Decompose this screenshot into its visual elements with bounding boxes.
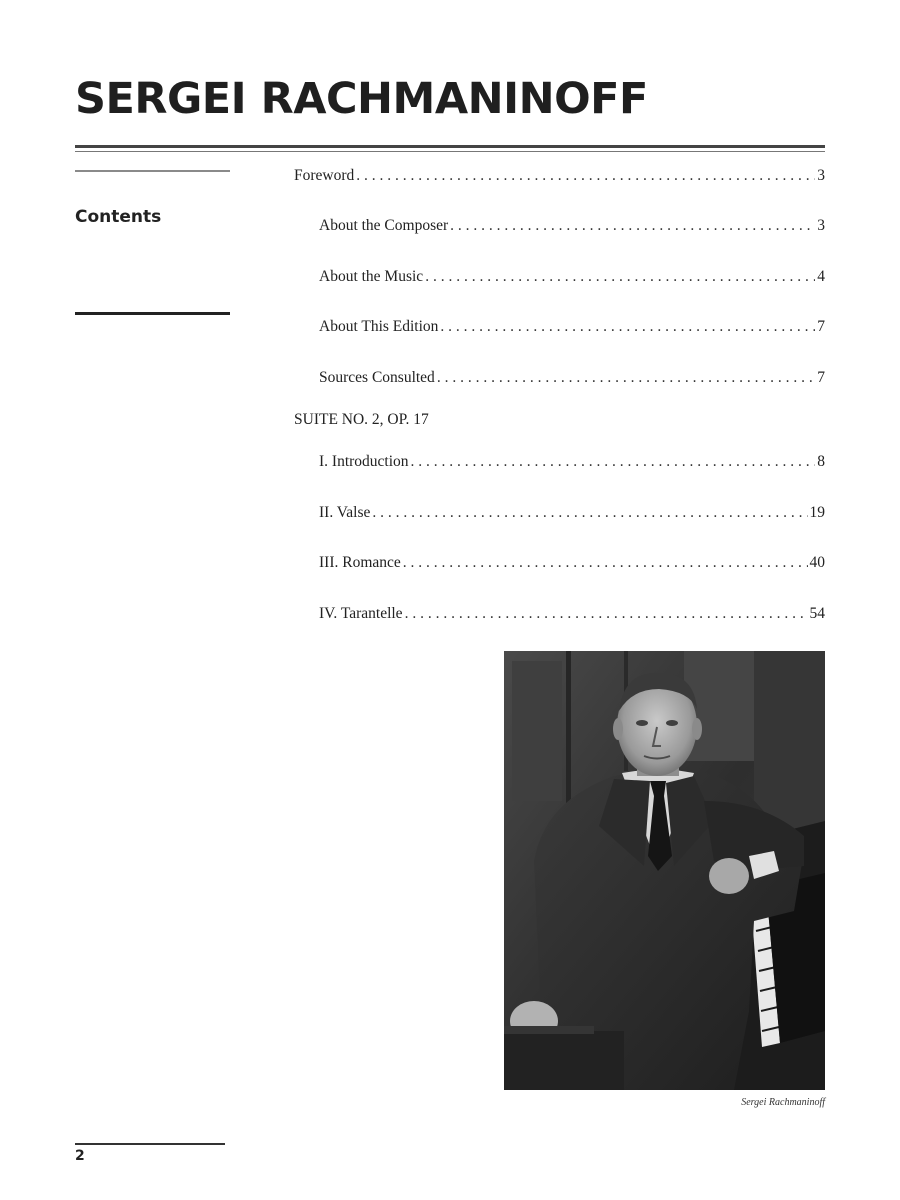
toc-dot-leader — [411, 452, 816, 472]
toc-page-number: 7 — [817, 318, 825, 335]
sidebar-rule-bottom — [75, 312, 230, 315]
sidebar-rule-top — [75, 170, 230, 172]
footer-rule — [75, 1143, 225, 1145]
composer-portrait-illustration — [504, 651, 825, 1090]
page-number: 2 — [75, 1148, 85, 1164]
toc-entry-title: Foreword — [294, 167, 355, 184]
toc-page-number: 40 — [809, 554, 825, 571]
toc-page-number: 19 — [809, 504, 825, 521]
toc-page-number: 4 — [817, 268, 825, 285]
toc-entry-valse[interactable] — [319, 503, 825, 523]
toc-dot-leader — [425, 267, 815, 287]
toc-entry-foreword[interactable] — [294, 166, 825, 186]
photo-caption: Sergei Rachmaninoff — [741, 1097, 825, 1108]
toc-page-number: 54 — [809, 605, 825, 622]
toc-entry-title: III. Romance — [319, 554, 401, 571]
toc-entry-title: IV. Tarantelle — [319, 605, 403, 622]
toc-page-number: 7 — [817, 369, 825, 386]
toc-page-number: 3 — [817, 217, 825, 234]
page-title: SERGEI RACHMANINOFF — [75, 74, 648, 124]
toc-entry-about-the-music[interactable] — [319, 267, 825, 287]
toc-dot-leader — [450, 216, 815, 236]
composer-photo — [504, 651, 825, 1090]
toc-dot-leader — [356, 166, 815, 186]
toc-entry-tarantelle[interactable] — [319, 604, 825, 624]
toc-dot-leader — [405, 604, 808, 624]
toc-section-heading: SUITE NO. 2, OP. 17 — [294, 411, 429, 428]
toc-entry-title: II. Valse — [319, 504, 371, 521]
toc-entry-title: About the Composer — [319, 217, 449, 234]
toc-entry-romance[interactable] — [319, 553, 825, 573]
toc-entry-title: Sources Consulted — [319, 369, 435, 386]
toc-page-number: 8 — [817, 453, 825, 470]
title-rule-thin — [75, 151, 825, 152]
title-rule-thick — [75, 145, 825, 148]
toc-entry-about-this-edition[interactable] — [319, 317, 825, 337]
toc-entry-about-the-composer[interactable] — [319, 216, 825, 236]
toc-entry-introduction[interactable] — [319, 452, 825, 472]
toc-entry-title: About This Edition — [319, 318, 439, 335]
contents-label: Contents — [75, 207, 162, 227]
toc-dot-leader — [403, 553, 808, 573]
toc-entry-title: I. Introduction — [319, 453, 409, 470]
toc-dot-leader — [372, 503, 807, 523]
toc-dot-leader — [437, 368, 815, 388]
toc-dot-leader — [440, 317, 815, 337]
toc-page-number: 3 — [817, 167, 825, 184]
toc-entry-sources-consulted[interactable] — [319, 368, 825, 388]
toc-entry-title: About the Music — [319, 268, 424, 285]
